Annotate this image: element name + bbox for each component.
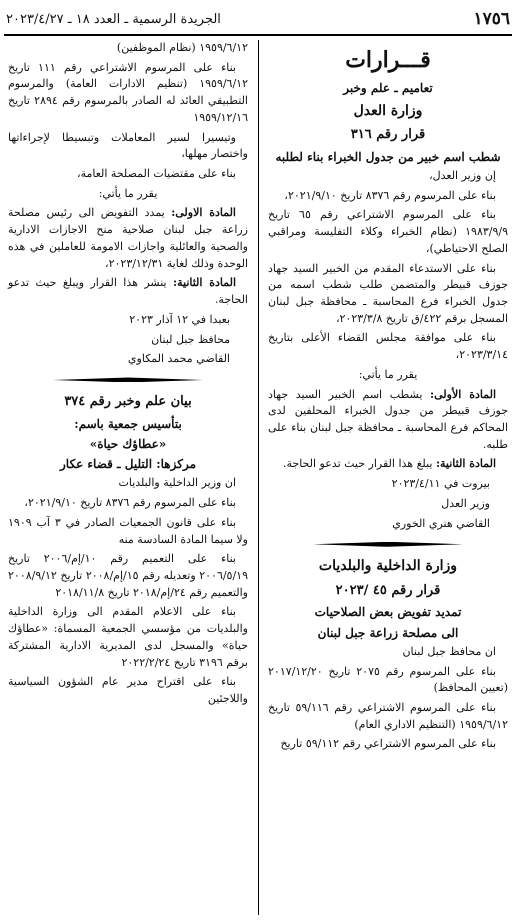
article-label: المادة الأولى: bbox=[430, 387, 496, 401]
article-1 bbox=[8, 205, 248, 272]
header-rule bbox=[4, 34, 512, 36]
article-2 bbox=[8, 275, 248, 308]
running-title: الجريدة الرسمية ـ العدد ١٨ ـ ٢٠٢٣/٤/٢٧ bbox=[6, 11, 221, 27]
article-label: المادة الثانية: bbox=[435, 457, 496, 471]
article-text: يمدد التفويض الى رئيس مصلحة زراعة جبل لبنان صلاحية منح الاجازات الادارية والصحية والعائلية واجازات الامومة للعاملين في هذه الوحدة وذلك لغاية ٢٠٢٣/١٢/٣١، bbox=[8, 206, 248, 270]
paragraph: بناء على المرسوم الاشتراعي رقم ٥٩/١١٦ تاريخ ١٩٥٩/٦/١٢ (التنظيم الاداري العام) bbox=[268, 700, 508, 731]
signature-place-date: بيروت في ٢٠٢٣/٤/١١ bbox=[391, 477, 490, 491]
notice-title: بيان علم وخبر رقم ٣٧٤ bbox=[64, 393, 192, 409]
paragraph: ان وزير الداخلية والبلديات bbox=[118, 476, 236, 490]
article-text: يشطب اسم الخبير السيد جهاد جوزف قبيطر من جدول الخبراء المحلفين لدى المحاكم فرع المحاسبة ـ محافظة جبل لبنان بناء على طلبه. bbox=[268, 387, 508, 451]
article-label: المادة الثانية: bbox=[173, 276, 237, 290]
association-name: «عطاؤك حياة» bbox=[89, 436, 167, 451]
paragraph: بناء على التعميم رقم ١٠/إم/٢٠٠٦ تاريخ ٢٠٠٦/٥/١٩ وتعديله رقم ١٥/إم/٢٠٠٨ تاريخ ٢٠٠٨/٩/١٢ والتعميم رقم ٢٤/إم/٢٠١٨ تاريخ ٢٠١٨/١١/٨ bbox=[8, 552, 248, 599]
paragraph: بناء على المرسوم الاشتراعي رقم ٦٥ تاريخ ١٩٨٣/٩/٩ (نظام الخبراء وكلاء التفليسة ومراقبي الصلح الاحتياطي)، bbox=[268, 208, 508, 255]
page-header bbox=[6, 6, 510, 32]
left-column bbox=[8, 40, 248, 711]
article-1 bbox=[268, 387, 508, 454]
paragraph: ١٩٥٩/٦/١٢ (نظام الموظفين) bbox=[116, 41, 248, 54]
section-separator bbox=[8, 371, 248, 389]
ministry-heading: وزارة الداخلية والبلديات bbox=[318, 558, 458, 575]
notice-subtitle: بتأسيس جمعية باسم: bbox=[74, 416, 182, 431]
paragraph: بناء على المرسوم الاشتراعي رقم ٥٩/١١٢ تاريخ bbox=[280, 737, 496, 751]
decides-line: يقرر ما يأتي: bbox=[98, 186, 158, 200]
paragraph: بناء على قانون الجمعيات الصادر في ٣ آب ١٩٠٩ ولا سيما المادة السادسة منه bbox=[8, 515, 248, 546]
signature-title: محافظ جبل لبنان bbox=[151, 332, 230, 346]
paragraph: إن وزير العدل، bbox=[429, 168, 496, 182]
signature-name: القاضي محمد المكاوي bbox=[127, 352, 230, 366]
section-subtitle: تعاميم ـ علم وخبر bbox=[343, 81, 433, 96]
paragraph: بناء على المرسوم رقم ٨٣٧٦ تاريخ ٢٠٢١/٩/١٠، bbox=[24, 496, 236, 510]
article-text: ينشر هذا القرار ويبلغ حيث تدعو الحاجة. bbox=[8, 276, 248, 307]
decision-number: قرار رقم ٣١٦ bbox=[350, 126, 426, 142]
section-title: قـــرارات bbox=[345, 47, 431, 73]
paragraph: ان محافظ جبل لبنان bbox=[402, 644, 496, 658]
signature-name: القاضي هنري الخوري bbox=[392, 516, 490, 530]
paragraph: بناء على اقتراح مدير عام الشؤون السياسية واللاجئين bbox=[8, 675, 248, 706]
paragraph: بناء على الاستدعاء المقدم من الخبير السيد جهاد جوزف قبيطر والمتضمن طلب شطب اسمه من جدول الخبراء فرع المحاسبة ـ محافظة جبل لبنان المسجل برقم ٤٢٢/ق تاريخ ٢٠٢٣/٣/٨، bbox=[268, 261, 508, 325]
association-headquarters: مركزها: التليل ـ قضاء عكار bbox=[60, 457, 196, 472]
decision-subject: شطب اسم خبير من جدول الخبراء بناء لطلبه bbox=[275, 149, 501, 164]
article-label: المادة الاولى: bbox=[171, 206, 236, 220]
signature-title: وزير العدل bbox=[441, 496, 490, 510]
paragraph: بناء على المرسوم رقم ٨٣٧٦ تاريخ ٢٠٢١/٩/١٠، bbox=[284, 188, 496, 202]
paragraph: بناء على الاعلام المقدم الى وزارة الداخلية والبلديات من مؤسسي الجمعية المسماة: «عطاؤك حياة» والمسجل لدى المديرية الادارية المشتركة برقم ٣١٩٦ تاريخ ٢٠٢٢/٢/٢٤ bbox=[8, 605, 248, 669]
article-text: يبلغ هذا القرار حيث تدعو الحاجة. bbox=[283, 457, 433, 471]
article-2 bbox=[268, 456, 508, 473]
section-separator bbox=[268, 535, 508, 553]
paragraph: بناء على المرسوم رقم ٢٠٧٥ تاريخ ٢٠١٧/١٢/٢٠ (تعيين المحافظ) bbox=[268, 664, 508, 695]
column-divider bbox=[258, 40, 259, 915]
ministry-heading: وزارة العدل bbox=[353, 102, 423, 119]
right-column bbox=[268, 40, 508, 756]
paragraph: بناء على مقتضيات المصلحة العامة، bbox=[77, 167, 236, 181]
decision-number: قرار رقم ٤٥ /٢٠٢٣ bbox=[335, 582, 441, 598]
signature-place-date: بعبدا في ١٢ آذار ٢٠٢٣ bbox=[129, 312, 230, 326]
decision-subject: الى مصلحة زراعة جبل لبنان bbox=[317, 625, 459, 640]
decision-subject: تمديد تفويض بعض الصلاحيات bbox=[314, 605, 462, 620]
paragraph: بناء على موافقة مجلس القضاء الأعلى بتاريخ ٢٠٢٣/٣/١٤، bbox=[268, 331, 508, 362]
paragraph: وتيسيرا لسير المعاملات وتبسيطا لإجراءاتها واختصار مهلها، bbox=[8, 130, 248, 161]
decides-line: يقرر ما يأتي: bbox=[358, 367, 418, 381]
page-number: ١٧٥٦ bbox=[473, 9, 510, 29]
paragraph: بناء على المرسوم الاشتراعي رقم ١١١ تاريخ ١٩٥٩/٦/١٢ (تنظيم الادارات العامة) والمرسوم التطبيقي العائد له الصادر بالمرسوم رقم ٢٨٩٤ تاريخ ١٩٥٩/١٢/١٦ bbox=[8, 60, 248, 124]
